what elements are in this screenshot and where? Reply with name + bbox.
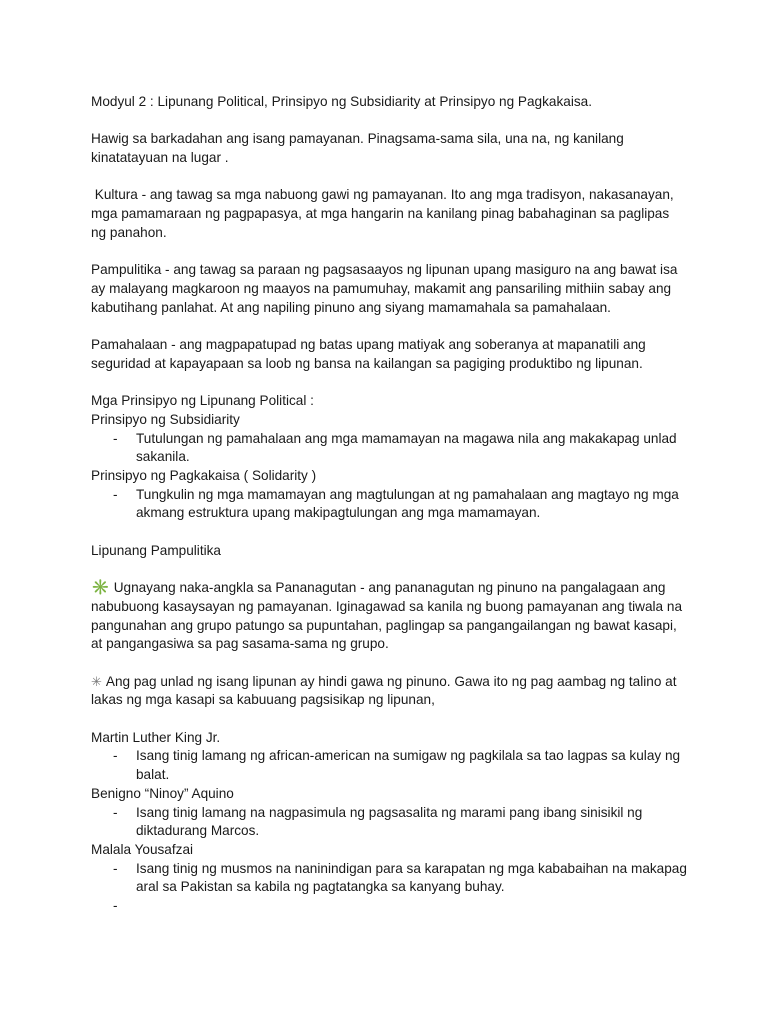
ninoy-item: Isang tinig lamang na nagpasimula ng pagsasalita ng marami pang ibang sinisikil ng diktadurang Marcos. [136, 804, 643, 839]
dash-bullet: - [113, 748, 118, 764]
mlk-name: Martin Luther King Jr. [91, 729, 221, 745]
lipunang-pampulitika-heading: Lipunang Pampulitika [91, 542, 221, 558]
list-item [91, 486, 688, 523]
pag-unlad-text: Ang pag unlad ng isang lipunan ay hindi gawa ng pinuno. Gawa ito ng pag aambag ng talino at lakas ng mga kasapi sa kabuuang pagsisikap ng lipunan, [91, 673, 677, 708]
paragraph-pag-unlad [91, 673, 688, 710]
malala-item: Isang tinig ng musmos na naninindigan para sa karapatan ng mga kababaihan na makapag aral sa Pakistan sa kabila ng pagtatangka sa kanyang buhay. [136, 860, 687, 895]
green-asterisk-icon: ✳️ [91, 579, 110, 597]
paragraph-ugnayang [91, 579, 688, 654]
subsidiarity-heading: Prinsipyo ng Subsidiarity [91, 411, 240, 427]
dash-bullet: - [113, 860, 118, 876]
list-item [91, 747, 688, 784]
malala-name: Malala Yousafzai [91, 841, 194, 857]
solidarity-heading: Prinsipyo ng Pagkakaisa ( Solidarity ) [91, 467, 317, 483]
dash-bullet: - [113, 804, 118, 820]
list-item [91, 804, 688, 841]
module-title: Modyul 2 : Lipunang Political, Prinsipyo ng Subsidiarity at Prinsipyo ng Pagkakaisa. [91, 94, 592, 109]
paragraph-pamahalaan: Pamahalaan - ang magpapatupad ng batas upang matiyak ang soberanya at mapanatili ang seguridad at kapayapaan sa loob ng bansa na kailangan sa pagiging produktibo ng lipunan. [91, 337, 646, 371]
dash-bullet: - [113, 486, 118, 502]
ugnayang-text: Ugnayang naka-angkla sa Pananagutan - ang pananagutan ng pinuno na pangalagaan ang nabubuong kasaysayan ng pamayanan. Iginagawad sa kanila ng buong pamayanan ang tiwala na pangunahan ang grupo patungo sa pupuntahan, paglingap sa pangangailangan ng bawat kasapi, at pangangasiwa sa pag sasama-sama ng grupo. [91, 580, 683, 652]
list-item [91, 430, 688, 467]
ninoy-name: Benigno “Ninoy” Aquino [91, 785, 234, 801]
principles-heading: Mga Prinsipyo ng Lipunang Political : [91, 393, 314, 409]
dash-bullet: - [113, 430, 118, 446]
solidarity-item: Tungkulin ng mga mamamayan ang magtulungan at ng pamahalaan ang magtayo ng mga akmang estruktura upang makipagtulungan ang mga mamamayan. [136, 486, 679, 521]
subsidiarity-item: Tutulungan ng pamahalaan ang mga mamamayan na magawa nila ang makakapag unlad sakanila. [136, 430, 677, 465]
paragraph-kultura: Kultura - ang tawag sa mga nabuong gawi ng pamayanan. Ito ang mga tradisyon, nakasanayan, mga pamamaraan ng pagpapasya, at mga hangarin na kanilang pinag babahaginan sa paglipas ng panahon. [91, 187, 678, 240]
paragraph-pamayanan: Hawig sa barkadahan ang isang pamayanan. Pinagsama-sama sila, una na, ng kanilang kinatatayuan na lugar . [91, 131, 624, 166]
dash-bullet: - [113, 898, 118, 914]
asterisk-icon: ✳ [91, 673, 102, 689]
paragraph-pampulitika: Pampulitika - ang tawag sa paraan ng pagsasaayos ng lipunan upang masiguro na ang bawat isa ay malayang magkaroon ng maayos na pamumuhay, makamit ang pansariling mithiin sabay ang kabutihang panlahat. At ang napiling pinuno ang siyang mamamahala sa pamahalaan. [91, 262, 678, 315]
mlk-item: Isang tinig lamang ng african-american na sumigaw ng pagkilala sa tao lagpas sa kulay ng balat. [136, 748, 681, 783]
list-item [91, 860, 688, 897]
